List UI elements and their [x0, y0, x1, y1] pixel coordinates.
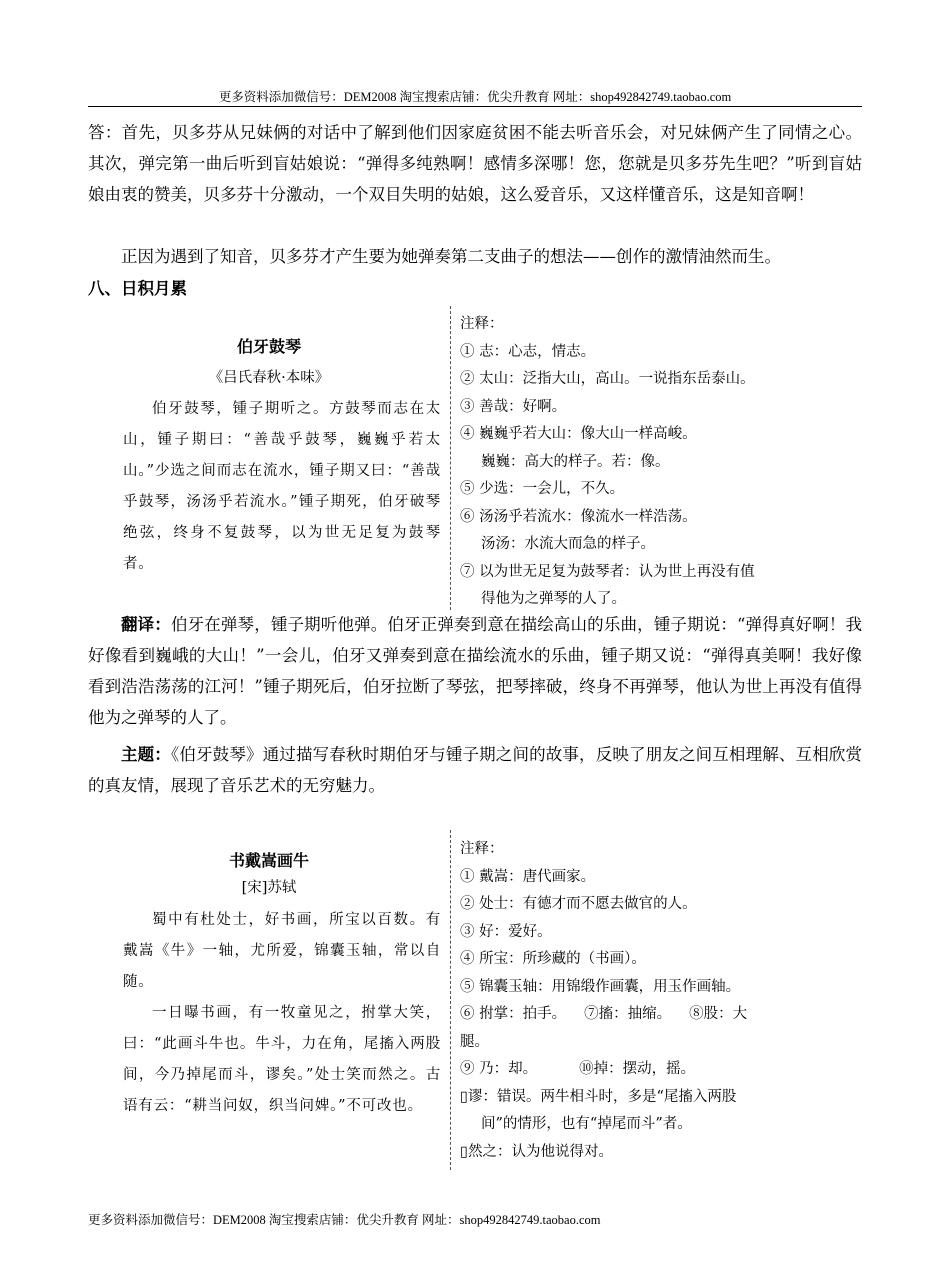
note-item: ① 志：心志，情志。 [460, 343, 596, 360]
poem-source: [宋]苏轼 [241, 880, 297, 896]
note-part: ⑩掉：摆动，摇。 [579, 1061, 696, 1077]
note-part: ⑥ 拊掌：拍手。 [460, 1006, 567, 1022]
notes-label: 注释： [460, 841, 504, 857]
note-item [460, 1056, 860, 1084]
note-item: ⑦ 以为世无足复为鼓琴者：认为世上再没有值 [460, 563, 755, 580]
theme-paragraph [88, 739, 862, 801]
page-footer: 更多资料添加微信号：DEM2008 淘宝搜索店铺：优尖升教育 网址：shop492842749.taobao.com [88, 1213, 601, 1227]
note-item: ▯谬：错误。两牛相斗时，多是“尾搐入两股 [460, 1088, 737, 1105]
note-item: 间”的情形，也有“掉尾而斗”者。 [481, 1116, 692, 1132]
poem-paragraph: 蜀中有杜处士，好书画，所宝以百数。有戴嵩《牛》一轴，尤所爱，锦囊玉轴，常以自随。 [123, 912, 441, 990]
note-item: 巍巍：高大的样子。若：像。 [481, 453, 670, 470]
note-item: 汤汤：水流大而急的样子。 [481, 536, 655, 552]
note-item: ⑥ 汤汤乎若流水：像流水一样浩荡。 [460, 508, 697, 525]
poem-body [123, 905, 441, 1122]
poem-paragraph: 一日曝书画，有一牧童见之，拊掌大笑，曰：“此画斗牛也。牛斗，力在角，尾搐入两股间，今乃掉尾而斗，谬矣。”处士笑而然之。古语有云：“耕当问奴，织当问婢。”不可改也。 [123, 1005, 441, 1114]
note-item: ③ 善哉：好啊。 [460, 398, 567, 415]
poem-source: 《吕氏春秋·本味》 [208, 370, 330, 386]
note-item: ③ 好：爱好。 [460, 923, 552, 940]
page-header: 更多资料添加微信号：DEM2008 淘宝搜索店铺：优尖升教育 网址：shop492842749.taobao.com [218, 90, 732, 104]
theme-label: 主题： [121, 745, 171, 764]
answer-paragraph: 答：首先，贝多芬从兄妹俩的对话中了解到他们因家庭贫困不能去听音乐会，对兄妹俩产生了同情之心。其次，弹完第一曲后听到盲姑娘说：“弹得多纯熟啊！感情多深哪！您，您就是贝多芬先生吧？”听到盲姑娘由衷的赞美，贝多芬十分激动，一个双目失明的姑娘，这么爱音乐，又这样懂音乐，这是知音啊！ [88, 123, 862, 204]
note-item: ⑤ 少选：一会儿，不久。 [460, 481, 625, 497]
note-part: ⑧股：大 [689, 1006, 748, 1022]
answer-paragraph-2: 正因为遇到了知音，贝多芬才产生要为她弹奏第二支曲子的想法——创作的激情油然而生。 [121, 247, 781, 266]
translation-paragraph [88, 609, 862, 733]
translation-text: 伯牙在弹琴，锺子期听他弹。伯牙正弹奏到意在描绘高山的乐曲，锺子期说：“弹得真好啊！我好像看到巍峨的大山！”一会儿，伯牙又弹奏到意在描绘流水的乐曲，锺子期又说：“弹得真美啊！我好像看到浩浩荡荡的江河！”锺子期死后，伯牙拉断了琴弦，把琴摔破，终身不再弹琴，他认为世上再没有值得他为之弹琴的人了。 [88, 615, 863, 727]
note-item: ⑤ 锦囊玉轴：用锦缎作画囊，用玉作画轴。 [460, 978, 741, 995]
theme-text: 《伯牙鼓琴》通过描写春秋时期伯牙与锺子期之间的故事，反映了朋友之间互相理解、互相欣赏的真友情，展现了音乐艺术的无穷魅力。 [88, 745, 863, 795]
note-item: ④ 巍巍乎若大山：像大山一样高峻。 [460, 426, 697, 442]
column-divider [450, 830, 451, 1170]
note-item: ① 戴嵩：唐代画家。 [460, 868, 596, 885]
notes-label: 注释： [460, 316, 504, 332]
note-item [460, 1001, 860, 1029]
note-item: ② 太山：泛指大山，高山。一说指东岳泰山。 [460, 371, 755, 387]
note-item: ④ 所宝：所珍藏的（书画）。 [460, 951, 646, 967]
note-part: ⑦搐：抽缩。 [584, 1006, 672, 1022]
column-divider [450, 306, 451, 610]
poem-body: 伯牙鼓琴，锺子期听之。方鼓琴而志在太山，锺子期曰：“善哉乎鼓琴，巍巍乎若太山。”少选之间而志在流水，锺子期又曰：“善哉乎鼓琴，汤汤乎若流水。”锺子期死，伯牙破琴绝弦，终身不复鼓琴，以为世无足复为鼓琴者。 [123, 401, 441, 572]
notes-list [460, 836, 860, 1166]
poem-title: 伯牙鼓琴 [236, 337, 301, 356]
note-part: ⑨ 乃：却。 [460, 1061, 538, 1077]
section-heading: 八、日积月累 [88, 279, 187, 298]
translation-label: 翻译： [121, 615, 171, 634]
note-item: ② 处士：有德才而不愿去做官的人。 [460, 896, 697, 912]
header-rule [88, 106, 862, 107]
note-item: ▯然之：认为他说得对。 [460, 1143, 613, 1160]
note-item: 得他为之弹琴的人了。 [481, 591, 626, 607]
notes-list [460, 311, 860, 614]
poem-title: 书戴嵩画牛 [228, 851, 309, 870]
note-item: 腿。 [460, 1033, 489, 1050]
